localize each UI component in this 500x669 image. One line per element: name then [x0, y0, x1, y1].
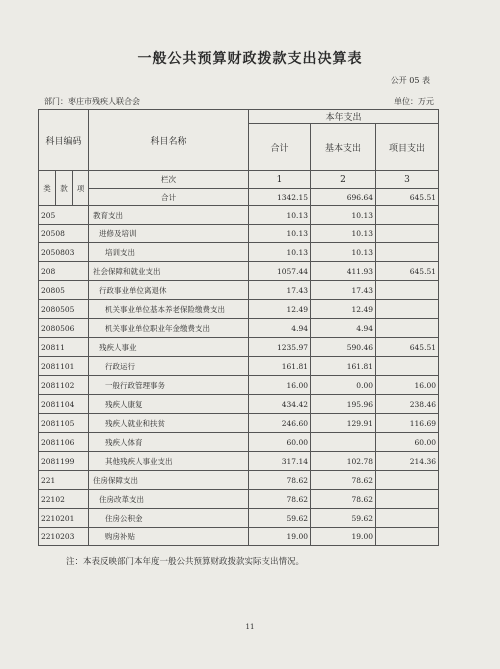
- basic-cell: 0.00: [311, 376, 376, 395]
- subject-name-cell: 行政运行: [89, 357, 249, 376]
- basic-cell: 78.62: [311, 490, 376, 509]
- project-cell: [376, 319, 439, 338]
- subject-name-cell: 残疾人康复: [89, 395, 249, 414]
- subject-code-cell: 2080505: [39, 300, 89, 319]
- total-cell: 60.00: [249, 433, 311, 452]
- total-cell: 1057.44: [249, 262, 311, 281]
- subject-code-cell: 2081105: [39, 414, 89, 433]
- total-cell: 246.60: [249, 414, 311, 433]
- subject-name-cell: 培训支出: [89, 243, 249, 262]
- project-cell: [376, 471, 439, 490]
- total-cell: 59.62: [249, 509, 311, 528]
- table-row: [39, 319, 439, 338]
- project-cell: 116.69: [376, 414, 439, 433]
- table-row: [39, 243, 439, 262]
- basic-cell: 411.93: [311, 262, 376, 281]
- table-row: [39, 281, 439, 300]
- total-cell: 19.00: [249, 528, 311, 546]
- project-cell: 645.51: [376, 262, 439, 281]
- table-row: [39, 357, 439, 376]
- basic-cell: 10.13: [311, 225, 376, 243]
- subject-code-cell: 2080506: [39, 319, 89, 338]
- project-cell: [376, 225, 439, 243]
- subject-name-cell: 行政事业单位离退休: [89, 281, 249, 300]
- subject-name-cell: 机关事业单位职业年金缴费支出: [89, 319, 249, 338]
- header-project: 项目支出: [376, 124, 439, 171]
- total-cell: 12.49: [249, 300, 311, 319]
- subject-code-cell: 22102: [39, 490, 89, 509]
- basic-cell: 10.13: [311, 206, 376, 225]
- total-cell: 10.13: [249, 225, 311, 243]
- basic-cell: 195.96: [311, 395, 376, 414]
- project-cell: [376, 300, 439, 319]
- column-number-1: 1: [249, 171, 311, 189]
- subject-code-cell: 2210201: [39, 509, 89, 528]
- subject-name-cell: 其他残疾人事业支出: [89, 452, 249, 471]
- subject-name-cell: 进修及培训: [89, 225, 249, 243]
- project-cell: [376, 243, 439, 262]
- budget-table: [38, 109, 439, 546]
- header-subject-name: 科目名称: [89, 110, 249, 171]
- subject-name-cell: 残疾人事业: [89, 338, 249, 357]
- footnote: 注：本表反映部门本年度一般公共预算财政拨款实际支出情况。: [66, 557, 305, 567]
- subject-code-cell: 2081104: [39, 395, 89, 414]
- subject-code-cell: 208: [39, 262, 89, 281]
- subject-name-cell: 残疾人体育: [89, 433, 249, 452]
- basic-cell: 129.91: [311, 414, 376, 433]
- subject-name-cell: 购房补贴: [89, 528, 249, 546]
- header-total: 合计: [249, 124, 311, 171]
- project-cell: 214.36: [376, 452, 439, 471]
- basic-cell: 102.78: [311, 452, 376, 471]
- subject-code-cell: 2081102: [39, 376, 89, 395]
- subject-code-cell: 2081199: [39, 452, 89, 471]
- subject-name-cell: 教育支出: [89, 206, 249, 225]
- form-number: 公开 05 表: [390, 76, 430, 85]
- table-row: [39, 395, 439, 414]
- header-current-year: 本年支出: [249, 110, 439, 124]
- table-row: [39, 206, 439, 225]
- subject-name-cell: 残疾人就业和扶贫: [89, 414, 249, 433]
- total-cell: 10.13: [249, 243, 311, 262]
- project-cell: [376, 281, 439, 300]
- project-cell: 238.46: [376, 395, 439, 414]
- project-cell: [376, 509, 439, 528]
- basic-cell: 161.81: [311, 357, 376, 376]
- basic-cell: 78.62: [311, 471, 376, 490]
- table-row: [39, 509, 439, 528]
- project-cell: [376, 357, 439, 376]
- total-cell: 161.81: [249, 357, 311, 376]
- total-cell: 78.62: [249, 471, 311, 490]
- header-basic: 基本支出: [311, 124, 376, 171]
- sum-label: 合计: [89, 189, 249, 206]
- header-item: 项: [73, 171, 89, 206]
- subject-name-cell: 一般行政管理事务: [89, 376, 249, 395]
- page-number: 11: [245, 623, 255, 631]
- sum-basic: 696.64: [311, 189, 376, 206]
- header-section: 款: [56, 171, 73, 206]
- total-cell: 10.13: [249, 206, 311, 225]
- project-cell: [376, 528, 439, 546]
- header-class: 类: [39, 171, 56, 206]
- table-row: [39, 490, 439, 509]
- total-cell: 434.42: [249, 395, 311, 414]
- subject-code-cell: 20508: [39, 225, 89, 243]
- subject-code-cell: 205: [39, 206, 89, 225]
- table-row: [39, 225, 439, 243]
- total-cell: 78.62: [249, 490, 311, 509]
- column-number-2: 2: [311, 171, 376, 189]
- table-row: [39, 452, 439, 471]
- basic-cell: 4.94: [311, 319, 376, 338]
- basic-cell: 59.62: [311, 509, 376, 528]
- table-row: [39, 528, 439, 546]
- page-title: 一般公共预算财政拨款支出决算表: [137, 51, 363, 67]
- subject-name-cell: 住房公积金: [89, 509, 249, 528]
- table-row: [39, 300, 439, 319]
- total-cell: 1235.97: [249, 338, 311, 357]
- total-cell: 16.00: [249, 376, 311, 395]
- project-cell: [376, 206, 439, 225]
- basic-cell: 10.13: [311, 243, 376, 262]
- total-cell: 317.14: [249, 452, 311, 471]
- table-row: [39, 376, 439, 395]
- table-row: [39, 338, 439, 357]
- basic-cell: 12.49: [311, 300, 376, 319]
- subject-code-cell: 2050803: [39, 243, 89, 262]
- subject-code-cell: 2081106: [39, 433, 89, 452]
- project-cell: 16.00: [376, 376, 439, 395]
- subject-code-cell: 2081101: [39, 357, 89, 376]
- department-label: 部门：枣庄市残疾人联合会: [44, 97, 140, 106]
- header-column-index: 栏次: [89, 171, 249, 189]
- subject-name-cell: 社会保障和就业支出: [89, 262, 249, 281]
- table-row: [39, 471, 439, 490]
- subject-name-cell: 住房改革支出: [89, 490, 249, 509]
- table-row: [39, 414, 439, 433]
- header-subject-code: 科目编码: [39, 110, 89, 171]
- subject-name-cell: 住房保障支出: [89, 471, 249, 490]
- subject-code-cell: 221: [39, 471, 89, 490]
- subject-code-cell: 20811: [39, 338, 89, 357]
- basic-cell: 19.00: [311, 528, 376, 546]
- sum-project: 645.51: [376, 189, 439, 206]
- project-cell: [376, 490, 439, 509]
- basic-cell: 590.46: [311, 338, 376, 357]
- subject-code-cell: 2210203: [39, 528, 89, 546]
- basic-cell: [311, 433, 376, 452]
- basic-cell: 17.43: [311, 281, 376, 300]
- budget-table-body: [39, 206, 439, 546]
- column-number-3: 3: [376, 171, 439, 189]
- subject-name-cell: 机关事业单位基本养老保险缴费支出: [89, 300, 249, 319]
- total-cell: 17.43: [249, 281, 311, 300]
- project-cell: 60.00: [376, 433, 439, 452]
- unit-label: 单位：万元: [394, 97, 434, 106]
- subject-code-cell: 20805: [39, 281, 89, 300]
- table-row: [39, 262, 439, 281]
- table-row: [39, 433, 439, 452]
- sum-total: 1342.15: [249, 189, 311, 206]
- total-cell: 4.94: [249, 319, 311, 338]
- project-cell: 645.51: [376, 338, 439, 357]
